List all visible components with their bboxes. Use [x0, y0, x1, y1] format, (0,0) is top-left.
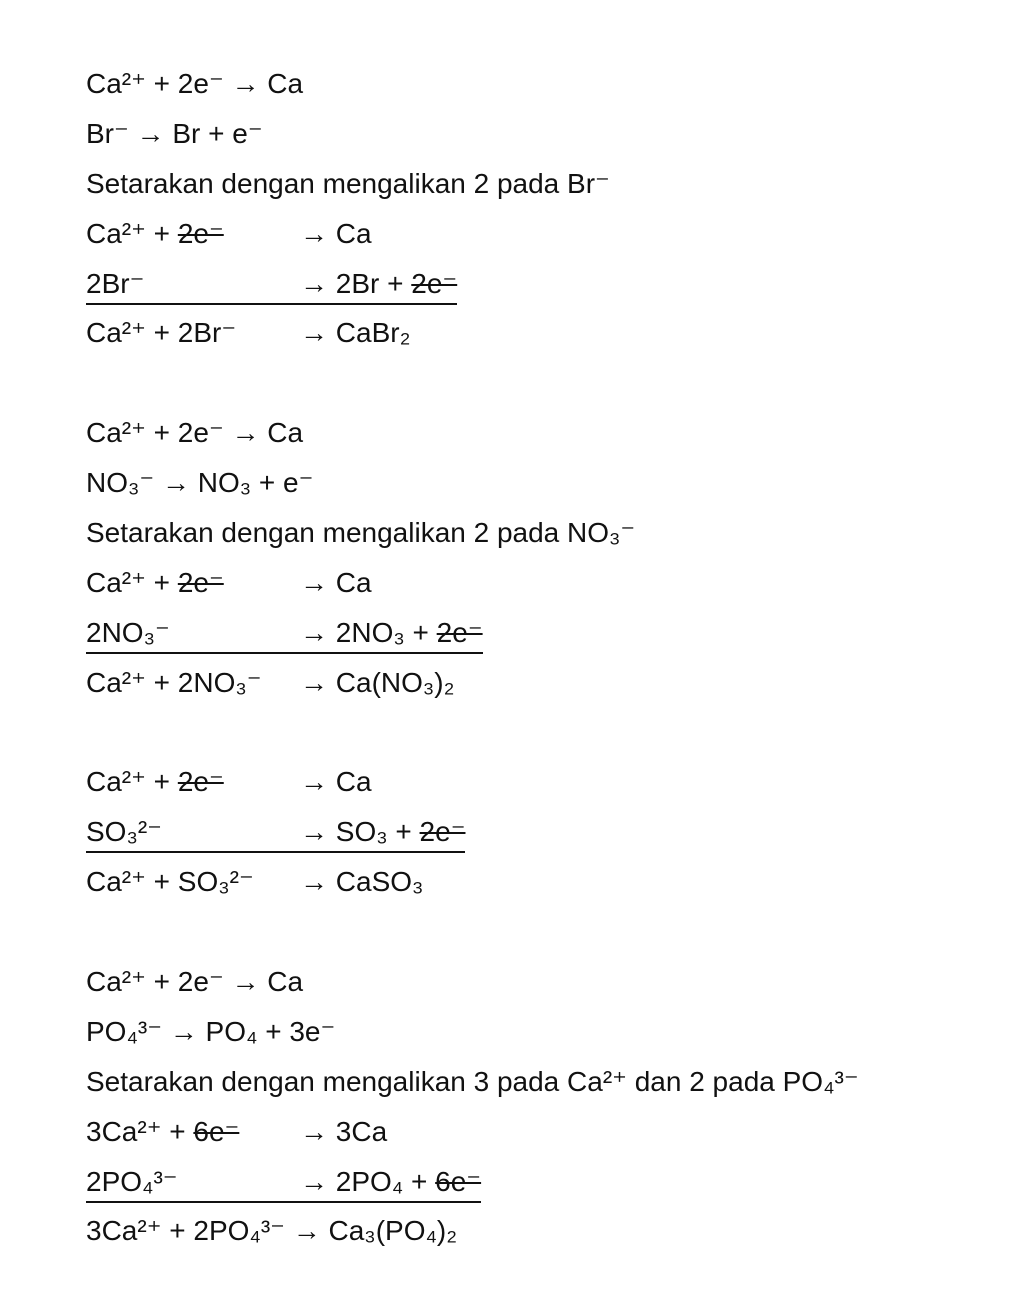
line-content: [86, 59, 303, 103]
line-content: [86, 957, 303, 1001]
right-side: [300, 308, 410, 352]
equation-line: [86, 558, 859, 608]
equation-text: Ca²⁺ + 2e⁻ → Ca: [86, 417, 304, 449]
equation-text: Br⁻ → Br + e⁻: [86, 117, 263, 149]
right-side: [300, 608, 483, 652]
line-content: [86, 408, 303, 452]
equation-text: Setarakan dengan mengalikan 2 pada Br⁻: [86, 167, 610, 199]
equation-text: Ca²⁺ +: [86, 766, 178, 798]
right-side: [300, 757, 372, 801]
cancelled-term: 6e⁻: [435, 1165, 482, 1197]
left-side: [86, 259, 300, 303]
line-content: [86, 558, 372, 602]
equation-text: → 2Br +: [300, 267, 412, 299]
blank-line: [86, 907, 859, 957]
equation-text: Ca²⁺ + 2e⁻ → Ca: [86, 68, 304, 99]
left-side: [86, 1107, 300, 1151]
line-content: [86, 1007, 335, 1051]
equation-text: Ca²⁺ + SO₃²⁻: [86, 866, 254, 898]
cancelled-term: 2e⁻: [177, 217, 224, 249]
equation-text: Ca²⁺ +: [86, 566, 178, 598]
equation-line: [86, 1007, 859, 1057]
left-side: [86, 608, 300, 652]
equation-text: PO₄³⁻ → PO₄ + 3e⁻: [86, 1015, 336, 1047]
line-content: [86, 1057, 859, 1101]
reaction-document: [86, 59, 859, 1256]
equation-text: 3Ca²⁺ +: [86, 1115, 194, 1147]
equation-line: [86, 807, 859, 857]
equation-text: 2Br⁻: [86, 267, 145, 299]
equation-text: → SO₃ +: [300, 816, 420, 848]
equation-line: [86, 259, 859, 309]
equation-text: → 2NO₃ +: [300, 616, 437, 648]
line-content: [86, 109, 263, 153]
line-content: [86, 308, 410, 352]
line-content: [86, 658, 455, 702]
equation-text: Setarakan dengan mengalikan 3 pada Ca²⁺ dan 2 pada PO₄³⁻: [86, 1065, 859, 1097]
right-side: [300, 658, 455, 702]
left-side: [86, 807, 300, 851]
equation-text: → Ca: [300, 566, 372, 598]
blank-line: [86, 358, 859, 408]
equation-text: → 2PO₄ +: [300, 1165, 436, 1197]
line-content: [86, 608, 483, 654]
equation-line: [86, 757, 859, 807]
equation-text: Ca²⁺ +: [86, 217, 178, 249]
line-content: [86, 807, 465, 853]
left-side: [86, 209, 300, 253]
left-side: [86, 658, 300, 702]
cancelled-term: 2e⁻: [419, 816, 466, 848]
equation-text: Ca²⁺ + 2e⁻ → Ca: [86, 966, 304, 998]
right-side: [300, 1157, 481, 1201]
cancelled-term: 2e⁻: [436, 616, 483, 648]
cancelled-term: 6e⁻: [193, 1115, 240, 1147]
right-side: [300, 857, 423, 901]
equation-line: [86, 458, 859, 508]
equation-line: [86, 508, 859, 558]
equation-line: [86, 408, 859, 458]
left-side: [86, 757, 300, 801]
equation-text: Setarakan dengan mengalikan 2 pada NO₃⁻: [86, 517, 636, 549]
right-side: [300, 558, 372, 602]
equation-text: → Ca: [300, 217, 372, 249]
left-side: [86, 558, 300, 602]
cancelled-term: 2e⁻: [177, 766, 224, 798]
line-content: [86, 1107, 387, 1151]
line-content: [86, 159, 610, 203]
equation-text: SO₃²⁻: [86, 816, 162, 848]
right-side: [300, 807, 465, 851]
equation-text: NO₃⁻ → NO₃ + e⁻: [86, 467, 314, 499]
equation-line: [86, 1157, 859, 1207]
equation-line: [86, 608, 859, 658]
line-content: [86, 757, 372, 801]
left-side: [86, 1157, 300, 1201]
equation-line: [86, 308, 859, 358]
line-content: [86, 508, 635, 552]
line-content: [86, 857, 423, 901]
equation-line: [86, 1206, 859, 1256]
equation-line: [86, 658, 859, 708]
equation-text: Ca²⁺ + 2Br⁻: [86, 317, 237, 349]
equation-text: → Ca(NO₃)₂: [300, 666, 455, 698]
equation-line: [86, 109, 859, 159]
blank-line: [86, 708, 859, 758]
left-side: [86, 857, 300, 901]
equation-text: → CaBr₂: [300, 317, 411, 349]
right-side: [300, 209, 372, 253]
left-side: [86, 308, 300, 352]
right-side: [300, 1107, 387, 1151]
line-content: [86, 1157, 481, 1203]
equation-line: [86, 1057, 859, 1107]
equation-text: 2NO₃⁻: [86, 616, 170, 648]
equation-text: 3Ca²⁺ + 2PO₄³⁻ → Ca₃(PO₄)₂: [86, 1215, 458, 1247]
line-content: [86, 259, 457, 305]
left-side: [86, 1206, 457, 1250]
line-content: [86, 209, 372, 253]
equation-line: [86, 957, 859, 1007]
right-side: [300, 259, 457, 303]
equation-line: [86, 59, 859, 109]
cancelled-term: 2e⁻: [177, 566, 224, 598]
equation-line: [86, 209, 859, 259]
equation-text: → CaSO₃: [300, 866, 424, 898]
line-content: [86, 1206, 457, 1250]
equation-line: [86, 857, 859, 907]
line-content: [86, 458, 313, 502]
equation-text: 2PO₄³⁻: [86, 1165, 178, 1197]
equation-text: → 3Ca: [300, 1115, 388, 1147]
equation-line: [86, 1107, 859, 1157]
equation-text: → Ca: [300, 766, 372, 798]
equation-text: Ca²⁺ + 2NO₃⁻: [86, 666, 262, 698]
cancelled-term: 2e⁻: [411, 267, 458, 299]
equation-line: [86, 159, 859, 209]
